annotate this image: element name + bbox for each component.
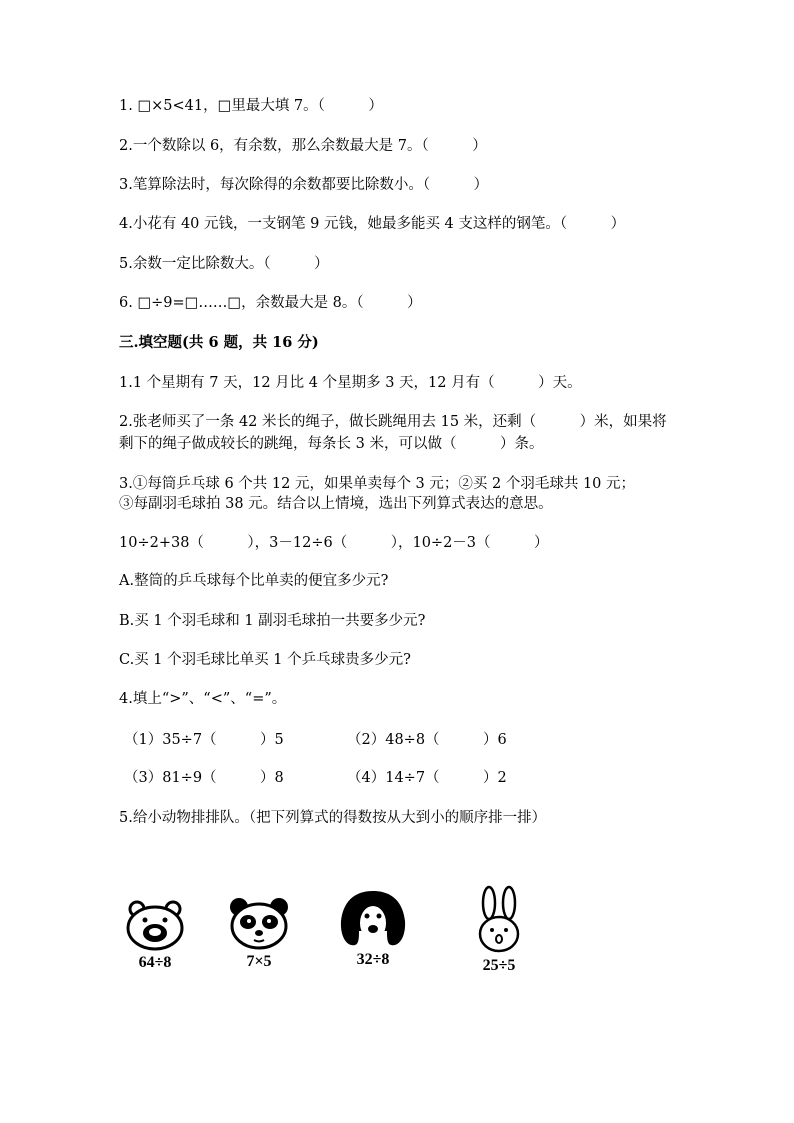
rabbit-face-icon <box>469 885 529 955</box>
judge-item-3: 3.笔算除法时，每次除得的余数都要比除数小。（ ） <box>119 177 489 193</box>
section-heading: 三.填空题(共 6 题，共 16 分) <box>119 334 319 351</box>
judge-item-5: 5.余数一定比除数大。（ ） <box>119 256 329 272</box>
compare-item-2: （2）48÷8（ ）6 <box>347 732 507 748</box>
fill-question-2: 2.张老师买了一条 42 米长的绳子，做长跳绳用去 15 米，还剩（ ）米，如果将剩下的绳子做成较长的跳绳，每条长 3 米，可以做（ ）条。 <box>119 414 667 452</box>
animal-dog <box>333 887 413 969</box>
animal-expression: 32÷8 <box>356 951 390 968</box>
pig-face-icon <box>123 898 187 952</box>
animal-rabbit <box>464 885 534 975</box>
judge-item-2: 2.一个数除以 6，有余数，那么余数最大是 7。（ ） <box>119 138 487 154</box>
fill-question-4-title: 4.填上“>”、“<”、“=”。 <box>119 691 287 707</box>
fill-question-5: 5.给小动物排排队。（把下列算式的得数按从大到小的顺序排一排） <box>119 810 547 826</box>
option-a: A.整筒的乒乓球每个比单卖的便宜多少元? <box>119 573 389 589</box>
panda-face-icon <box>227 895 291 951</box>
animal-expression: 7×5 <box>246 953 272 970</box>
fill-question-1: 1.1 个星期有 7 天，12 月比 4 个星期多 3 天，12 月有（ ）天。 <box>119 375 582 391</box>
option-c: C.买 1 个羽毛球比单买 1 个乒乓球贵多少元? <box>119 652 411 668</box>
compare-item-1: （1）35÷7（ ）5 <box>124 732 284 748</box>
compare-item-4: （4）14÷7（ ）2 <box>347 770 507 786</box>
animal-pig <box>120 898 190 972</box>
compare-item-3: （3）81÷9（ ）8 <box>124 770 284 786</box>
option-b: B.买 1 个羽毛球和 1 副羽毛球拍一共要多少元? <box>119 613 426 629</box>
judge-item-4: 4.小花有 40 元钱，一支钢笔 9 元钱，她最多能买 4 支这样的钢笔。（ ） <box>119 216 626 232</box>
fill-question-3-expressions: 10÷2+38（ ），3－12÷6（ ），10÷2－3（ ） <box>119 535 549 551</box>
fill-question-3-line-1: 3.①每筒乒乓球 6 个共 12 元，如果单卖每个 3 元；②买 2 个羽毛球共 10 元； <box>119 476 636 492</box>
fill-question-3-line-2: ③每副羽毛球拍 38 元。结合以上情境，选出下列算式表达的意思。 <box>119 496 553 512</box>
animal-expression: 25÷5 <box>482 957 516 974</box>
animal-expression: 64÷8 <box>138 954 172 971</box>
animal-panda <box>224 895 294 971</box>
judge-item-6: 6. □÷9=□……□，余数最大是 8。（ ） <box>119 295 422 311</box>
judge-item-1: 1. □×5<41，□里最大填 7。（ ） <box>119 98 383 114</box>
dog-face-icon <box>337 887 409 949</box>
